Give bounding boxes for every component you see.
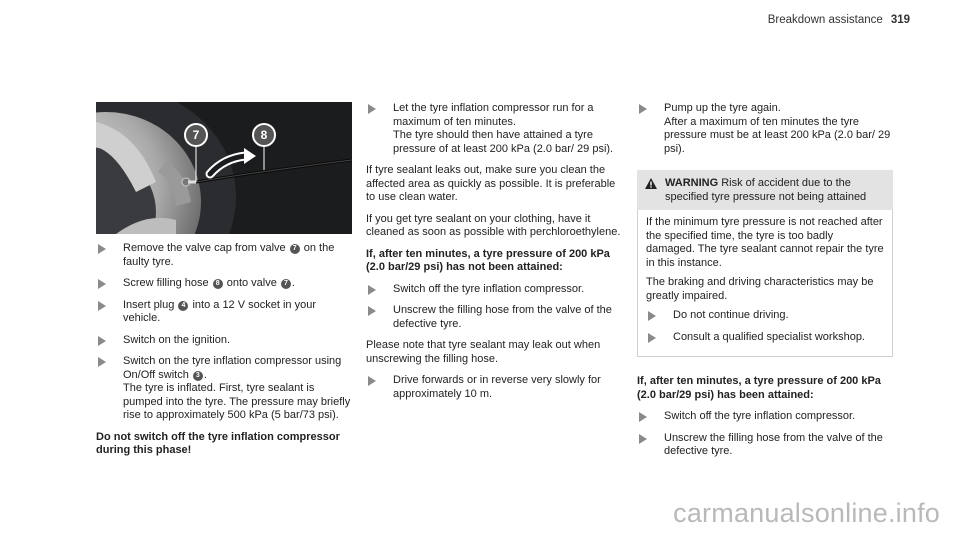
step-switch-off-compressor-2: Switch off the tyre inflation compressor. xyxy=(637,410,893,424)
page-number: 319 xyxy=(890,14,910,26)
step-arrow-icon xyxy=(368,104,376,114)
column-1 xyxy=(96,102,352,466)
not-attained-heading: If, after ten minutes, a tyre pressure of 200 kPa (2.0 bar/29 psi) has not been attained: xyxy=(366,247,610,273)
step-arrow-icon xyxy=(639,434,647,444)
warning-title: Risk of accident due to the specified tyre pressure not being attained xyxy=(665,177,867,203)
warning-box xyxy=(637,170,893,357)
badge-7: 7 xyxy=(290,244,300,254)
badge-8: 8 xyxy=(213,279,223,289)
sealant-leak-paragraph: If tyre sealant leaks out, make sure you clean the affected area as quickly as possible. It is preferable to use clean water. xyxy=(366,164,616,203)
column-3 xyxy=(637,102,893,467)
step-arrow-icon xyxy=(98,279,106,289)
compressor-note: Do not switch off the tyre inflation compressor during this phase! xyxy=(96,430,340,456)
callout-7-label: 7 xyxy=(192,128,200,142)
step-arrow-icon xyxy=(639,104,647,114)
callout-8-label: 8 xyxy=(260,128,268,142)
step-arrow-icon xyxy=(648,333,656,343)
warning-body xyxy=(637,210,893,357)
step-pump-again: Pump up the tyre again. After a maximum of ten minutes the tyre pressure must be at least 200 kPa (2.0 bar/ 29 psi). xyxy=(637,102,893,156)
section-title: Breakdown assistance xyxy=(767,14,883,26)
column-2 xyxy=(366,102,622,409)
badge-4: 4 xyxy=(178,301,188,311)
step-insert-plug: Insert plug 4 into a 12 V socket in your vehicle. xyxy=(96,299,352,326)
step-unscrew-hose-2: Unscrew the filling hose from the valve of the defective tyre. xyxy=(637,432,893,459)
step-switch-off-compressor: Switch off the tyre inflation compressor. xyxy=(366,283,622,297)
step-arrow-icon xyxy=(368,376,376,386)
step-drive-slowly: Drive forwards or in reverse very slowly for approximately 10 m. xyxy=(366,374,622,401)
warning-triangle-icon xyxy=(645,178,657,189)
step-arrow-icon xyxy=(98,336,106,346)
step-arrow-icon xyxy=(648,311,656,321)
warning-step-workshop: Consult a qualified specialist workshop. xyxy=(646,331,884,345)
step-arrow-icon xyxy=(639,412,647,422)
step-run-compressor: Let the tyre inflation compressor run for a maximum of ten minutes. The tyre should then have attained a tyre pressure of at least 200 kPa (2.0 bar/ 29 psi). xyxy=(366,102,622,156)
leak-note-paragraph: Please note that tyre sealant may leak out when unscrewing the filling hose. xyxy=(366,339,601,365)
step-arrow-icon xyxy=(98,301,106,311)
warning-header xyxy=(637,170,893,210)
step-ignition: Switch on the ignition. xyxy=(96,334,352,348)
badge-3: 3 xyxy=(193,371,203,381)
step-screw-hose: Screw filling hose 8 onto valve 7 . xyxy=(96,277,352,291)
page-header xyxy=(768,14,910,26)
badge-7: 7 xyxy=(281,279,291,289)
step-unscrew-hose: Unscrew the filling hose from the valve of the defective tyre. xyxy=(366,304,622,331)
warning-paragraph-1: If the minimum tyre pressure is not reached after the specified time, the tyre is too badly damaged. The tyre sealant cannot repair the tyre in this instance. xyxy=(646,216,884,269)
step-arrow-icon xyxy=(368,306,376,316)
watermark-text: carmanualsonline.info xyxy=(673,498,940,528)
step-switch-on-compressor: Switch on the tyre inflation compressor using On/Off switch 3 . The tyre is inflated. First, tyre sealant is pumped into the tyre. The pressure may briefly rise to approximately 500 kPa (5 bar/73 psi). xyxy=(96,355,352,423)
warning-step-stop: Do not continue driving. xyxy=(646,309,884,323)
step-arrow-icon xyxy=(368,285,376,295)
wheel-illustration xyxy=(96,102,352,234)
attained-heading: If, after ten minutes, a tyre pressure of 200 kPa (2.0 bar/29 psi) has been attained: xyxy=(637,375,881,401)
clothing-paragraph: If you get tyre sealant on your clothing, have it cleaned as soon as possible with perchloroethylene. xyxy=(366,212,621,238)
wheel-valve-figure xyxy=(96,102,352,234)
step-arrow-icon xyxy=(98,357,106,367)
step-remove-valve-cap: Remove the valve cap from valve 7 on the faulty tyre. xyxy=(96,242,352,269)
warning-label: WARNING xyxy=(665,177,719,189)
warning-paragraph-2: The braking and driving characteristics may be greatly impaired. xyxy=(646,276,874,302)
step-arrow-icon xyxy=(98,244,106,254)
